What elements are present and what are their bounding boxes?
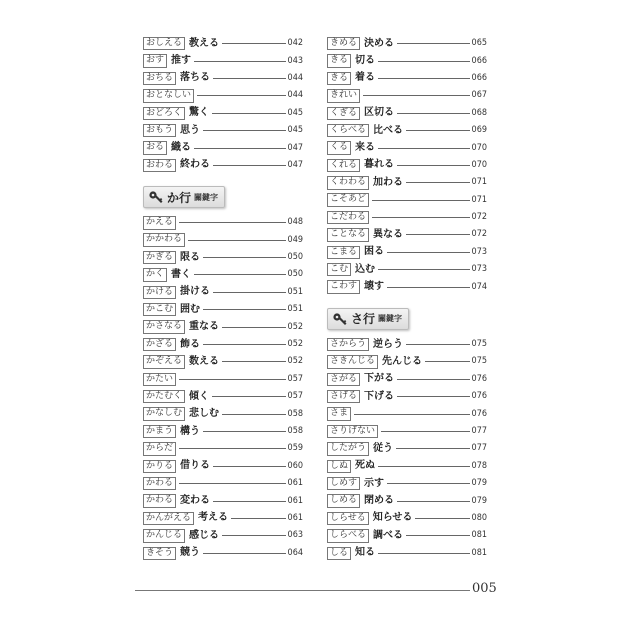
entry-kana: かぞえる [143, 355, 185, 368]
entry-kana: かける [143, 286, 176, 299]
index-entry [327, 353, 487, 370]
entry-page-number: 075 [471, 339, 487, 350]
key-icon [332, 312, 348, 326]
left-column [143, 35, 303, 562]
entry-page-number: 047 [287, 159, 303, 170]
entry-kanji: 推す [171, 55, 192, 67]
entry-page-number: 073 [471, 264, 487, 275]
entry-kana: さげる [327, 390, 360, 403]
index-entry [143, 214, 303, 231]
entry-page-number: 076 [471, 391, 487, 402]
entry-kana: かざる [143, 338, 176, 351]
entry-kana: くれる [327, 159, 360, 172]
entry-page-number: 071 [471, 177, 487, 188]
leader-line [354, 414, 470, 415]
leader-line [213, 466, 286, 467]
index-entry [327, 336, 487, 353]
entry-kanji: 悲しむ [189, 408, 220, 420]
entry-page-number: 057 [287, 391, 303, 402]
leader-line [203, 344, 286, 345]
leader-line [397, 113, 470, 114]
entry-page-number: 072 [471, 229, 487, 240]
entry-page-number: 078 [471, 460, 487, 471]
entry-kana: かんがえる [143, 512, 194, 525]
index-entry [327, 174, 487, 191]
entry-kana: かたい [143, 373, 176, 386]
entry-kanji: 逆らう [373, 338, 404, 350]
index-entry [143, 545, 303, 562]
leader-line [197, 95, 286, 96]
entry-kanji: 構う [180, 425, 201, 437]
entry-page-number: 066 [471, 72, 487, 83]
entry-page-number: 047 [287, 142, 303, 153]
entry-kana: さりげない [327, 425, 378, 438]
index-entry [143, 527, 303, 544]
leader-line [213, 292, 286, 293]
entry-kana: きる [327, 72, 351, 85]
entry-kanji: 書く [171, 268, 192, 280]
leader-line [194, 61, 286, 62]
section-title: さ行 [351, 312, 376, 327]
entry-page-number: 043 [287, 55, 303, 66]
leader-line [397, 501, 470, 502]
entry-kanji: 下がる [364, 373, 395, 385]
entry-kanji: 下げる [364, 390, 395, 402]
entry-page-number: 052 [287, 356, 303, 367]
index-entry [143, 405, 303, 422]
leader-line [406, 535, 470, 536]
entry-page-number: 077 [471, 426, 487, 436]
section-title: か行 [167, 190, 192, 205]
entry-kanji: 来る [355, 142, 376, 154]
section-subtitle: 關鍵字 [378, 314, 403, 324]
index-entry [327, 492, 487, 509]
leader-line [203, 257, 286, 258]
leader-line [179, 222, 286, 223]
page-number: 005 [472, 581, 497, 596]
index-entry [327, 209, 487, 226]
entry-page-number: 061 [287, 478, 303, 489]
entry-kanji: 区切る [364, 107, 395, 119]
index-entry [143, 388, 303, 405]
leader-line [381, 431, 470, 432]
entry-kana: さま [327, 407, 351, 420]
entry-page-number: 058 [287, 426, 303, 436]
entry-kana: おどろく [143, 107, 185, 120]
index-entry [327, 244, 487, 261]
entry-kanji: 比べる [373, 124, 404, 136]
leader-line [396, 448, 470, 449]
left-group1 [143, 35, 303, 174]
leader-line [406, 182, 470, 183]
leader-line [397, 165, 470, 166]
leader-line [378, 148, 470, 149]
entry-kanji: 重なる [189, 321, 220, 333]
entry-kana: くる [327, 141, 351, 154]
entry-kana: きれい [327, 89, 360, 102]
entry-page-number: 045 [287, 125, 303, 136]
entry-page-number: 070 [471, 159, 487, 170]
leader-line [188, 240, 286, 241]
entry-kanji: 従う [373, 442, 394, 454]
entry-kanji: 着る [355, 72, 376, 84]
entry-kanji: 示す [364, 477, 385, 489]
index-entry [327, 475, 487, 492]
leader-line [425, 361, 470, 362]
entry-kanji: 終わる [180, 159, 211, 171]
leader-line [378, 78, 470, 79]
entry-kana: おとなしい [143, 89, 194, 102]
footer-rule [135, 590, 470, 591]
index-entry [327, 192, 487, 209]
index-entry [143, 35, 303, 52]
section-header-ka-gyou [143, 186, 225, 208]
index-entry [327, 440, 487, 457]
entry-kanji: 知る [355, 547, 376, 559]
leader-line [194, 274, 286, 275]
index-entry [327, 157, 487, 174]
entry-kanji: 知らせる [372, 512, 413, 524]
entry-page-number: 079 [471, 495, 487, 506]
entry-kana: かさなる [143, 320, 185, 333]
entry-kana: かわる [143, 477, 176, 490]
leader-line [213, 165, 286, 166]
entry-kana: こだわる [327, 211, 369, 224]
index-entry [143, 301, 303, 318]
leader-line [179, 448, 286, 449]
entry-page-number: 066 [471, 55, 487, 66]
entry-kana: からだ [143, 442, 176, 455]
entry-page-number: 065 [471, 38, 487, 49]
index-entry [327, 70, 487, 87]
leader-line [231, 518, 286, 519]
index-entry [143, 440, 303, 457]
entry-page-number: 071 [471, 194, 487, 205]
entry-kana: かまう [143, 425, 176, 438]
entry-page-number: 052 [287, 321, 303, 332]
entry-kana: こそあど [327, 193, 369, 206]
leader-line [415, 518, 469, 519]
entry-kana: おる [143, 141, 167, 154]
entry-kana: おもう [143, 124, 176, 137]
section-header-sa-gyou [327, 308, 409, 330]
entry-page-number: 074 [471, 281, 487, 292]
index-entry [327, 278, 487, 295]
entry-page-number: 058 [287, 408, 303, 419]
entry-page-number: 067 [471, 90, 487, 101]
index-entry [327, 545, 487, 562]
leader-line [406, 234, 470, 235]
entry-kanji: 教える [189, 37, 220, 49]
index-entry [327, 122, 487, 139]
entry-page-number: 051 [287, 304, 303, 315]
leader-line [387, 287, 470, 288]
entry-kana: さがる [327, 373, 360, 386]
leader-line [222, 414, 286, 415]
index-entry [143, 423, 303, 440]
index-entry [143, 122, 303, 139]
entry-kanji: 調べる [373, 529, 404, 541]
leader-line [372, 200, 470, 201]
entry-kana: こむ [327, 263, 351, 276]
right-column [327, 35, 487, 562]
entry-kanji: 掛ける [180, 286, 211, 298]
index-entry [143, 157, 303, 174]
leader-line [203, 553, 286, 554]
leader-line [378, 61, 470, 62]
entry-page-number: 060 [287, 460, 303, 471]
index-entry [143, 318, 303, 335]
index-entry [143, 52, 303, 69]
entry-page-number: 050 [287, 269, 303, 280]
leader-line [194, 148, 286, 149]
entry-kanji: 異なる [373, 228, 404, 240]
entry-kanji: 先んじる [382, 355, 423, 367]
entry-kanji: 決める [364, 37, 395, 49]
index-entry [143, 87, 303, 104]
entry-kanji: 落ちる [180, 72, 211, 84]
leader-line [387, 483, 470, 484]
index-entry [327, 458, 487, 475]
entry-kanji: 飾る [180, 338, 201, 350]
entry-kanji: 競う [180, 547, 201, 559]
entry-kana: かぎる [143, 251, 176, 264]
leader-line [203, 309, 286, 310]
entry-page-number: 045 [287, 107, 303, 118]
entry-page-number: 059 [287, 443, 303, 454]
entry-page-number: 061 [287, 495, 303, 506]
entry-kana: かこむ [143, 303, 176, 316]
entry-kana: かかわる [143, 233, 185, 246]
entry-kana: かわる [143, 494, 176, 507]
index-entry [327, 510, 487, 527]
index-entry [327, 226, 487, 243]
entry-kana: くらべる [327, 124, 369, 137]
entry-kana: きそう [143, 547, 176, 560]
entry-kana: かりる [143, 460, 176, 473]
index-entry [143, 284, 303, 301]
right-group2 [327, 336, 487, 562]
leader-line [363, 95, 470, 96]
leader-line [406, 344, 470, 345]
index-entry [143, 266, 303, 283]
entry-kana: こまる [327, 246, 360, 259]
index-entry [327, 52, 487, 69]
leader-line [222, 43, 286, 44]
index-entry [143, 492, 303, 509]
leader-line [406, 130, 470, 131]
leader-line [378, 466, 470, 467]
entry-kanji: 死ぬ [355, 460, 376, 472]
entry-kanji: 傾く [189, 390, 210, 402]
entry-page-number: 061 [287, 512, 303, 523]
leader-line [222, 327, 286, 328]
index-entry [143, 510, 303, 527]
entry-page-number: 044 [287, 72, 303, 83]
entry-kanji: 感じる [189, 529, 220, 541]
leader-line [203, 130, 286, 131]
entry-page-number: 076 [471, 373, 487, 384]
index-entry [327, 105, 487, 122]
leader-line [372, 217, 470, 218]
entry-page-number: 070 [471, 142, 487, 153]
entry-page-number: 052 [287, 339, 303, 350]
entry-page-number: 080 [471, 512, 487, 523]
entry-kana: きめる [327, 37, 360, 50]
index-entry [327, 388, 487, 405]
entry-page-number: 057 [287, 373, 303, 384]
index-entry [143, 371, 303, 388]
entry-kana: しらべる [327, 529, 369, 542]
entry-page-number: 077 [471, 443, 487, 454]
entry-kana: したがう [327, 442, 369, 455]
entry-kanji: 驚く [189, 107, 210, 119]
index-entry [327, 261, 487, 278]
entry-kana: しぬ [327, 460, 351, 473]
entry-kana: かえる [143, 216, 176, 229]
index-entry [327, 87, 487, 104]
entry-page-number: 075 [471, 356, 487, 367]
index-entry [143, 475, 303, 492]
entry-kana: かんじる [143, 529, 185, 542]
index-entry [143, 70, 303, 87]
leader-line [213, 78, 286, 79]
index-entry [327, 527, 487, 544]
entry-kana: しらせる [327, 512, 369, 525]
leader-line [222, 535, 286, 536]
leader-line [179, 379, 286, 380]
entry-kana: しめす [327, 477, 360, 490]
index-entry [327, 423, 487, 440]
entry-page-number: 044 [287, 90, 303, 101]
entry-kanji: 加わる [373, 176, 404, 188]
entry-kana: おす [143, 54, 167, 67]
entry-kana: さからう [327, 338, 369, 351]
index-entry [327, 139, 487, 156]
leader-line [378, 553, 470, 554]
index-entry [327, 405, 487, 422]
entry-kanji: 込む [355, 263, 376, 275]
entry-kana: こわす [327, 280, 360, 293]
leader-line [179, 483, 286, 484]
leader-line [397, 379, 470, 380]
entry-kana: しめる [327, 494, 360, 507]
index-entry [327, 371, 487, 388]
leader-line [212, 396, 286, 397]
entry-page-number: 081 [471, 530, 487, 541]
entry-page-number: 064 [287, 547, 303, 558]
entry-kanji: 限る [180, 251, 201, 263]
leader-line [222, 361, 286, 362]
entry-kanji: 切る [355, 55, 376, 67]
entry-page-number: 063 [287, 530, 303, 541]
entry-kana: おしえる [143, 37, 185, 50]
leader-line [213, 501, 286, 502]
key-icon [148, 190, 164, 204]
entry-kanji: 壊す [364, 281, 385, 293]
entry-kana: くぎる [327, 107, 360, 120]
section-subtitle: 關鍵字 [194, 192, 219, 202]
leader-line [378, 269, 470, 270]
entry-kana: かたむく [143, 390, 185, 403]
entry-kanji: 変わる [180, 495, 211, 507]
entry-page-number: 076 [471, 408, 487, 419]
entry-page-number: 042 [287, 38, 303, 49]
entry-kanji: 閉める [364, 495, 395, 507]
leader-line [212, 113, 286, 114]
leader-line [397, 396, 470, 397]
entry-page-number: 051 [287, 286, 303, 297]
entry-page-number: 079 [471, 478, 487, 489]
leader-line [203, 431, 286, 432]
entry-page-number: 050 [287, 252, 303, 263]
entry-kana: くわわる [327, 176, 369, 189]
index-entry [143, 139, 303, 156]
leader-line [397, 43, 470, 44]
right-group1 [327, 35, 487, 296]
index-entry [143, 458, 303, 475]
leader-line [387, 252, 470, 253]
entry-page-number: 049 [287, 234, 303, 245]
entry-kanji: 織る [171, 142, 192, 154]
left-group2 [143, 214, 303, 562]
index-entry [143, 105, 303, 122]
index-entry [143, 353, 303, 370]
entry-kana: しる [327, 547, 351, 560]
entry-page-number: 068 [471, 107, 487, 118]
entry-kanji: 考える [198, 512, 229, 524]
entry-page-number: 072 [471, 212, 487, 223]
entry-kana: おちる [143, 72, 176, 85]
entry-page-number: 081 [471, 547, 487, 558]
entry-page-number: 069 [471, 125, 487, 136]
entry-kana: きる [327, 54, 351, 67]
index-entry [327, 35, 487, 52]
index-entry [143, 249, 303, 266]
entry-kanji: 困る [364, 246, 385, 258]
index-entry [143, 232, 303, 249]
entry-page-number: 048 [287, 217, 303, 228]
index-entry [143, 336, 303, 353]
entry-kanji: 暮れる [364, 159, 395, 171]
entry-kanji: 借りる [180, 460, 211, 472]
entry-kanji: 思う [180, 124, 201, 136]
entry-page-number: 073 [471, 246, 487, 257]
entry-kanji: 数える [189, 355, 220, 367]
entry-kana: さきんじる [327, 355, 378, 368]
entry-kana: かく [143, 268, 167, 281]
entry-kana: ことなる [327, 228, 369, 241]
entry-kana: かなしむ [143, 407, 185, 420]
entry-kana: おわる [143, 159, 176, 172]
entry-kanji: 囲む [180, 303, 201, 315]
